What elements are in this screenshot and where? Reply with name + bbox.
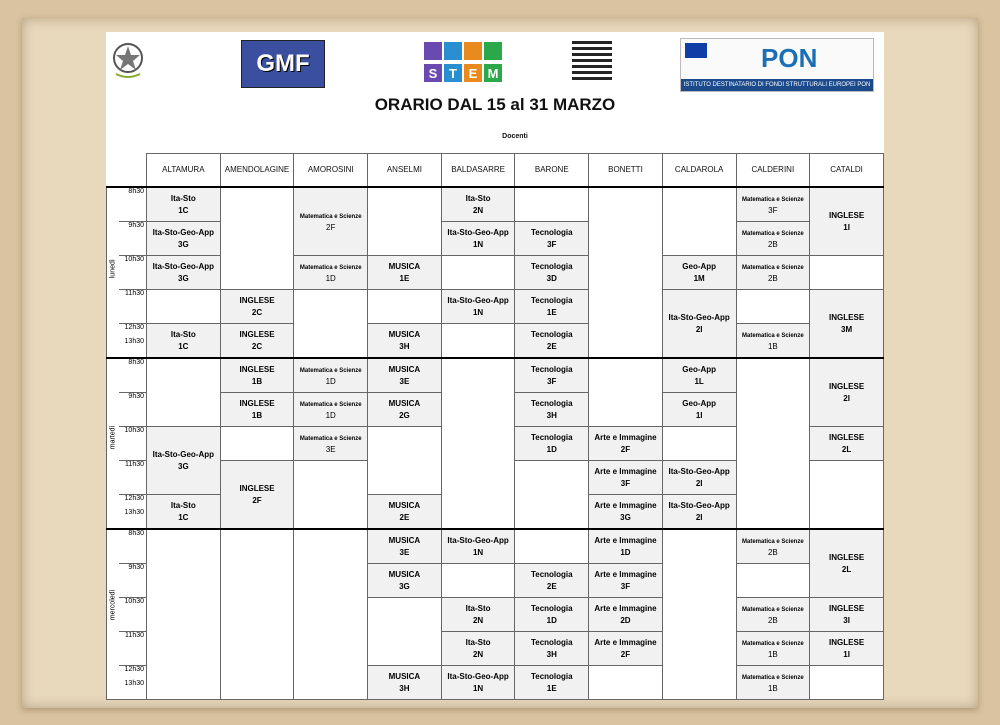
timetable-cell: Matematica e Scienze 1D — [294, 358, 368, 393]
timetable-cell: Ita-Sto 2N — [441, 187, 515, 222]
timetable-cell: Geo-App 1L — [662, 358, 736, 393]
timetable-cell: Ita-Sto 1C — [147, 187, 221, 222]
timetable-cell: Ita-Sto 1C — [147, 495, 221, 530]
pon-logo-text: PON — [761, 43, 818, 73]
timetable-cell: MUSICA 2G — [368, 393, 442, 427]
gmf-logo — [241, 40, 325, 88]
teacher-header: CALDERINI — [736, 153, 810, 187]
timetable-cell: Matematica e Scienze 1D — [294, 393, 368, 427]
timetable-cell — [441, 324, 515, 359]
timetable-cell: MUSICA 3H — [368, 324, 442, 359]
teacher-header: AMENDOLAGINE — [220, 153, 294, 187]
hour-label: 10h30 — [119, 598, 147, 632]
timetable-cell: INGLESE 1I — [810, 187, 884, 256]
timetable-cell — [441, 256, 515, 290]
teacher-header: ANSELMI — [368, 153, 442, 187]
hour-label: 8h30 — [119, 187, 147, 222]
timetable-cell: MUSICA 3E — [368, 358, 442, 393]
timetable-cell: Ita-Sto 2N — [441, 598, 515, 632]
timetable-cell — [294, 461, 368, 530]
timetable-cell: Ita-Sto-Geo-App 1N — [441, 529, 515, 564]
timetable-cell — [147, 290, 221, 324]
hour-label: 12h30 13h30 — [119, 666, 147, 700]
timetable-cell — [220, 427, 294, 461]
timetable-cell — [589, 358, 663, 427]
pon-logo — [680, 38, 874, 100]
timetable-cell: Arte e Immagine 2F — [589, 632, 663, 666]
teacher-header: ALTAMURA — [147, 153, 221, 187]
timetable-cell — [736, 290, 810, 324]
hour-label: 12h30 13h30 — [119, 495, 147, 530]
hour-label: 9h30 — [119, 564, 147, 598]
teacher-header: CALDAROLA — [662, 153, 736, 187]
timetable-cell: Matematica e Scienze 1B — [736, 324, 810, 359]
qr-code-icon — [572, 40, 612, 80]
svg-text:S: S — [428, 66, 438, 81]
timetable-cell — [662, 529, 736, 700]
timetable-cell — [515, 187, 589, 222]
timetable-cell: Matematica e Scienze 2B — [736, 529, 810, 564]
teacher-header: AMOROSINI — [294, 153, 368, 187]
timetable-cell — [294, 290, 368, 359]
timetable-cell: INGLESE 2F — [220, 461, 294, 530]
timetable-cell: Ita-Sto-Geo-App 2I — [662, 495, 736, 530]
gmf-logo-text: GMF — [256, 50, 310, 77]
timetable-cell — [220, 529, 294, 700]
timetable — [106, 120, 884, 700]
timetable-cell: Ita-Sto-Geo-App 3G — [147, 427, 221, 495]
timetable-cell: Tecnologia 3F — [515, 358, 589, 393]
hour-label: 10h30 — [119, 256, 147, 290]
timetable-cell: INGLESE 1I — [810, 632, 884, 666]
svg-text:E: E — [468, 66, 478, 81]
timetable-cell — [368, 290, 442, 324]
stem-logo — [422, 40, 504, 86]
eu-flag-icon — [685, 43, 707, 58]
hour-label: 8h30 — [119, 358, 147, 393]
timetable-cell: Tecnologia 1D — [515, 598, 589, 632]
timetable-cell: Matematica e Scienze 1B — [736, 666, 810, 700]
hour-label: 11h30 — [119, 290, 147, 324]
timetable-cell — [441, 358, 515, 529]
timetable-cell — [810, 666, 884, 700]
timetable-cell: MUSICA 2E — [368, 495, 442, 530]
timetable-cell — [736, 358, 810, 529]
timetable-cell: Ita-Sto-Geo-App 1N — [441, 222, 515, 256]
hour-label: 12h30 13h30 — [119, 324, 147, 359]
day-label: martedì — [107, 358, 119, 529]
timetable-cell: MUSICA 3H — [368, 666, 442, 700]
timetable-cell: Matematica e Scienze 1D — [294, 256, 368, 290]
timetable-cell: Tecnologia 1E — [515, 290, 589, 324]
timetable-cell: Ita-Sto-Geo-App 2I — [662, 290, 736, 359]
timetable-cell — [294, 529, 368, 700]
timetable-cell: INGLESE 3M — [810, 290, 884, 359]
timetable-cell: Matematica e Scienze 3E — [294, 427, 368, 461]
teacher-header: BARONE — [515, 153, 589, 187]
timetable-cell: Ita-Sto-Geo-App 1N — [441, 666, 515, 700]
day-label: lunedì — [107, 187, 119, 358]
timetable-cell: Tecnologia 3H — [515, 393, 589, 427]
timetable-cell: Ita-Sto-Geo-App 3G — [147, 222, 221, 256]
hour-label: 10h30 — [119, 427, 147, 461]
hour-label: 9h30 — [119, 393, 147, 427]
pon-banner-text: ISTITUTO DESTINATARIO DI FONDI STRUTTURALI EUROPEI PON FSE-FESR — [681, 79, 873, 91]
timetable-cell: Matematica e Scienze 2B — [736, 598, 810, 632]
timetable-cell — [220, 187, 294, 290]
timetable-cell: Ita-Sto 2N — [441, 632, 515, 666]
timetable-cell — [441, 564, 515, 598]
timetable-cell: Tecnologia 3F — [515, 222, 589, 256]
day-label: mercoledì — [107, 529, 119, 700]
timetable-cell: MUSICA 3G — [368, 564, 442, 598]
timetable-cell: INGLESE 2L — [810, 529, 884, 598]
hour-label: 9h30 — [119, 222, 147, 256]
timetable-cell — [662, 187, 736, 256]
timetable-cell: Arte e Immagine 3G — [589, 495, 663, 530]
timetable-cell: Matematica e Scienze 3F — [736, 187, 810, 222]
timetable-cell: Tecnologia 2E — [515, 564, 589, 598]
timetable-cell: INGLESE 1B — [220, 393, 294, 427]
timetable-cell: Matematica e Scienze 2B — [736, 256, 810, 290]
timetable-cell: INGLESE 2I — [810, 358, 884, 427]
timetable-cell: INGLESE 2C — [220, 324, 294, 359]
timetable-cell: Tecnologia 2E — [515, 324, 589, 359]
timetable-cell — [810, 256, 884, 290]
timetable-cell — [515, 461, 589, 530]
timetable-cell: Ita-Sto 1C — [147, 324, 221, 359]
timetable-cell: Arte e Immagine 3F — [589, 461, 663, 495]
timetable-cell — [368, 187, 442, 256]
svg-text:M: M — [487, 66, 499, 81]
timetable-cell — [368, 427, 442, 495]
page-title: ORARIO DAL 15 al 31 MARZO — [374, 95, 616, 114]
timetable-cell — [589, 187, 663, 358]
timetable-cell: INGLESE 2C — [220, 290, 294, 324]
header-docenti: Docenti — [502, 132, 528, 140]
teacher-header: CATALDI — [810, 153, 884, 187]
timetable-cell: Tecnologia 3H — [515, 632, 589, 666]
timetable-cell: INGLESE 3I — [810, 598, 884, 632]
timetable-cell: Geo-App 1I — [662, 393, 736, 427]
teacher-header: BALDASARRE — [441, 153, 515, 187]
timetable-cell: MUSICA 3E — [368, 529, 442, 564]
timetable-cell: Arte e Immagine 2F — [589, 427, 663, 461]
timetable-cell: MUSICA 1E — [368, 256, 442, 290]
timetable-cell: INGLESE 1B — [220, 358, 294, 393]
teacher-header: BONETTI — [589, 153, 663, 187]
timetable-cell: Ita-Sto-Geo-App 3G — [147, 256, 221, 290]
timetable-cell — [147, 529, 221, 700]
timetable-cell: Geo-App 1M — [662, 256, 736, 290]
timetable-cell — [147, 358, 221, 427]
timetable-cell: Arte e Immagine 3F — [589, 564, 663, 598]
svg-text:T: T — [449, 66, 457, 81]
timetable-cell: Matematica e Scienze 2B — [736, 222, 810, 256]
timetable-cell: Ita-Sto-Geo-App 1N — [441, 290, 515, 324]
timetable-cell: Matematica e Scienze 2F — [294, 187, 368, 256]
timetable-cell — [368, 598, 442, 666]
schedule-sheet — [106, 32, 884, 693]
timetable-cell: Matematica e Scienze 1B — [736, 632, 810, 666]
timetable-cell: Arte e Immagine 2D — [589, 598, 663, 632]
timetable-cell — [810, 461, 884, 530]
timetable-cell — [736, 564, 810, 598]
timetable-cell: Ita-Sto-Geo-App 2I — [662, 461, 736, 495]
timetable-cell: Tecnologia 3D — [515, 256, 589, 290]
timetable-cell — [589, 666, 663, 700]
timetable-cell — [662, 427, 736, 461]
timetable-cell: Arte e Immagine 1D — [589, 529, 663, 564]
timetable-cell: Tecnologia 1E — [515, 666, 589, 700]
italian-emblem-icon — [110, 38, 146, 82]
timetable-cell: Tecnologia 1D — [515, 427, 589, 461]
hour-label: 11h30 — [119, 632, 147, 666]
hour-label: 8h30 — [119, 529, 147, 564]
hour-label: 11h30 — [119, 461, 147, 495]
timetable-cell: INGLESE 2L — [810, 427, 884, 461]
timetable-cell — [515, 529, 589, 564]
